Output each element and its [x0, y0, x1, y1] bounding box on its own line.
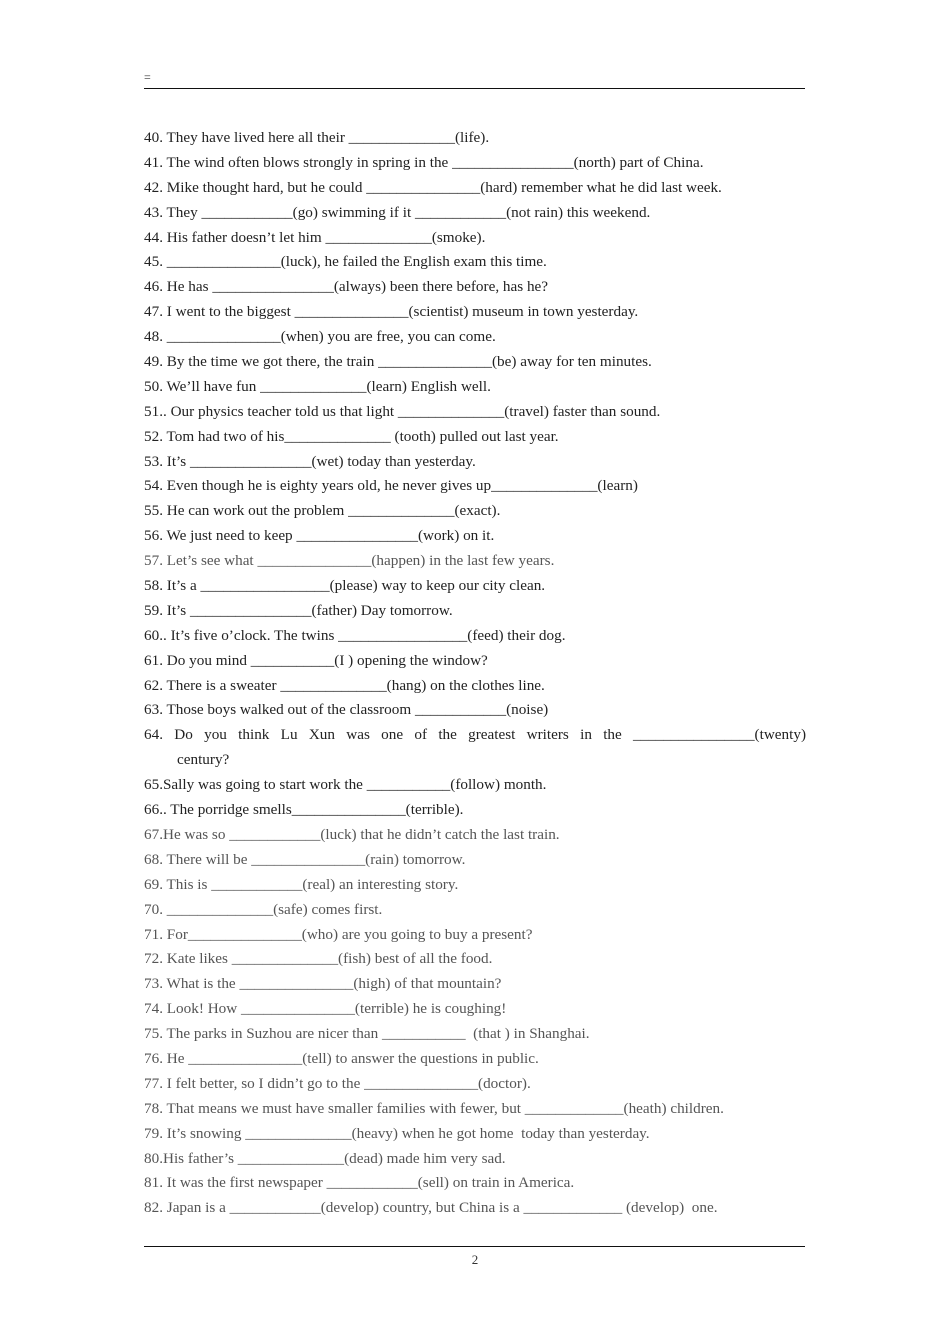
header-rule	[144, 88, 805, 89]
exercise-58: 58. It’s a _________________(please) way to keep our city clean.	[144, 577, 546, 595]
exercise-63: 63. Those boys walked out of the classroom ____________(noise)	[144, 701, 549, 719]
exercise-50: 50. We’ll have fun ______________(learn) English well.	[144, 377, 491, 395]
exercise-45: 45. _______________(luck), he failed the English exam this time.	[144, 253, 547, 271]
exercise-46: 46. He has ________________(always) been there before, has he?	[144, 278, 549, 296]
exercise-72: 72. Kate likes ______________(fish) best of all the food.	[144, 950, 493, 968]
exercise-57: 57. Let’s see what _______________(happen) in the last few years.	[144, 552, 555, 570]
exercise-80: 80.His father’s ______________(dead) made him very sad.	[144, 1149, 506, 1167]
exercise-70: 70. ______________(safe) comes first.	[144, 900, 383, 918]
exercise-74: 74. Look! How _______________(terrible) he is coughing!	[144, 1000, 507, 1018]
exercise-47: 47. I went to the biggest _______________(scientist) museum in town yesterday.	[144, 303, 639, 321]
exercise-44: 44. His father doesn’t let him ______________(smoke).	[144, 228, 486, 246]
exercise-60: 60.. It’s five o’clock. The twins _________________(feed) their dog.	[144, 626, 566, 644]
exercise-40: 40. They have lived here all their ______________(life).	[144, 129, 490, 146]
exercise-64	[144, 723, 806, 773]
exercise-73: 73. What is the _______________(high) of that mountain?	[144, 975, 502, 993]
exercise-66: 66.. The porridge smells_______________(terrible).	[144, 801, 464, 819]
exercise-48: 48. _______________(when) you are free, you can come.	[144, 328, 496, 346]
footer-rule	[144, 1246, 805, 1247]
page-number: 2	[471, 1252, 479, 1267]
exercise-79: 79. It’s snowing ______________(heavy) when he got home today than yesterday.	[144, 1124, 650, 1142]
exercise-52: 52. Tom had two of his______________ (tooth) pulled out last year.	[144, 427, 559, 445]
exercise-53: 53. It’s ________________(wet) today than yesterday.	[144, 452, 476, 470]
exercise-55: 55. He can work out the problem ______________(exact).	[144, 502, 501, 520]
exercise-64-line-2: century?	[177, 751, 230, 769]
exercise-54: 54. Even though he is eighty years old, he never gives up______________(learn)	[144, 477, 638, 495]
exercise-76: 76. He _______________(tell) to answer the questions in public.	[144, 1049, 539, 1067]
exercise-49: 49. By the time we got there, the train _______________(be) away for ten minutes.	[144, 353, 652, 371]
exercise-62: 62. There is a sweater ______________(hang) on the clothes line.	[144, 676, 545, 694]
exercise-68: 68. There will be _______________(rain) tomorrow.	[144, 850, 466, 868]
exercise-43: 43. They ____________(go) swimming if it ____________(not rain) this weekend.	[144, 203, 651, 221]
exercise-65: 65.Sally was going to start work the ___________(follow) month.	[144, 776, 547, 794]
exercise-61: 61. Do you mind ___________(I ) opening the window?	[144, 651, 488, 669]
exercise-78: 78. That means we must have smaller families with fewer, but _____________(heath) children.	[144, 1099, 724, 1117]
exercise-64-line-1: 64. Do you think Lu Xun was one of the greatest writers in the ________________(twenty)	[144, 726, 806, 744]
exercise-51: 51.. Our physics teacher told us that light ______________(travel) faster than sound.	[144, 402, 661, 420]
exercise-list	[144, 126, 806, 1221]
exercise-56: 56. We just need to keep ________________(work) on it.	[144, 527, 495, 545]
exercise-71: 71. For_______________(who) are you going to buy a present?	[144, 925, 533, 943]
exercise-41: 41. The wind often blows strongly in spring in the ________________(north) part of China.	[144, 153, 704, 171]
exercise-81: 81. It was the first newspaper ____________(sell) on train in America.	[144, 1174, 575, 1192]
exercise-42: 42. Mike thought hard, but he could _______________(hard) remember what he did last week.	[144, 178, 722, 196]
exercise-75: 75. The parks in Suzhou are nicer than ___________ (that ) in Shanghai.	[144, 1025, 590, 1043]
exercise-77: 77. I felt better, so I didn’t go to the _______________(doctor).	[144, 1074, 531, 1092]
exercise-69: 69. This is ____________(real) an interesting story.	[144, 875, 459, 893]
exercise-67: 67.He was so ____________(luck) that he didn’t catch the last train.	[144, 825, 560, 843]
exercise-59: 59. It’s ________________(father) Day tomorrow.	[144, 601, 453, 619]
exercise-82: 82. Japan is a ____________(develop) country, but China is a _____________ (develop) one.	[144, 1199, 718, 1217]
header-mark: =	[144, 70, 151, 84]
